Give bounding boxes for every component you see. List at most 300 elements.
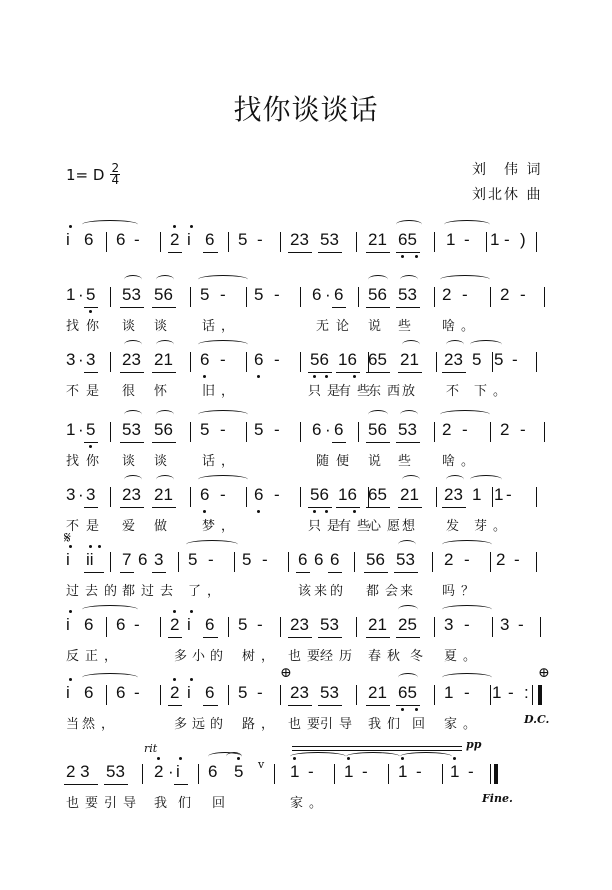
underline-beam <box>203 252 218 253</box>
lyric-word: 该 <box>298 584 318 599</box>
lyric-word: 有些 <box>338 384 377 399</box>
barline <box>110 422 111 442</box>
dash-note: - <box>504 230 510 249</box>
note: 6 <box>254 485 264 504</box>
barline <box>288 552 289 572</box>
barline <box>246 287 247 307</box>
note: 23 <box>444 350 463 369</box>
lyric-word: 回 <box>212 796 232 811</box>
note: 6 <box>314 550 324 569</box>
dash-note: - <box>134 615 140 634</box>
lyric-word: 的 <box>330 584 350 599</box>
lyric-word: 当 <box>66 717 86 732</box>
slur-arc <box>226 752 242 761</box>
barline <box>490 764 491 784</box>
barline <box>490 552 491 572</box>
underline-beam <box>396 252 420 253</box>
note: 6 <box>84 615 94 634</box>
dc-marking: D.C. <box>524 713 550 726</box>
underline-beam <box>152 572 166 573</box>
score-line <box>62 485 562 545</box>
lyric-word: 随 <box>316 454 336 469</box>
lyric-word: 怀 <box>154 384 174 399</box>
barline <box>490 287 491 307</box>
note: · <box>78 420 84 439</box>
note: 1 <box>290 762 300 781</box>
slur-arc <box>198 410 248 419</box>
dash-note: - <box>514 550 520 569</box>
underline-beam <box>84 572 104 573</box>
note: 21 <box>368 230 387 249</box>
slur-arc <box>124 410 142 419</box>
barline <box>544 422 545 442</box>
lyric-word: 都会 <box>366 584 405 599</box>
underline-beam <box>336 372 360 373</box>
note: · <box>78 485 84 504</box>
note: 1 <box>398 762 408 781</box>
barline <box>354 552 355 572</box>
note: 53 <box>320 615 339 634</box>
slur-arc <box>440 275 490 284</box>
underline-beam <box>152 442 176 443</box>
lyric-word: 们 <box>178 796 198 811</box>
note: 65 <box>398 230 417 249</box>
underline-beam <box>64 784 98 785</box>
note: 21 <box>368 615 387 634</box>
lyricist: 刘 伟 词 <box>472 162 543 178</box>
note: 5 <box>238 683 248 702</box>
note: i <box>176 762 180 781</box>
barline <box>106 617 107 637</box>
dash-note: - <box>462 420 468 439</box>
note: 3 <box>66 350 76 369</box>
barline <box>540 617 541 637</box>
barline <box>536 487 537 507</box>
score-line <box>62 285 562 345</box>
lyric-word: 是 <box>86 384 106 399</box>
underline-beam <box>332 307 346 308</box>
note-row <box>62 762 562 786</box>
note: 65 <box>398 683 417 702</box>
note: ) <box>520 230 526 249</box>
dash-note: - <box>468 762 474 781</box>
barline <box>434 232 435 252</box>
octave-dot-below <box>257 375 260 378</box>
barline <box>536 352 537 372</box>
composer: 刘北休 曲 <box>472 187 543 203</box>
barline <box>190 352 191 372</box>
note: 3 <box>66 485 76 504</box>
note: · <box>168 762 174 781</box>
slur-arc <box>400 752 452 761</box>
slur-arc <box>398 540 416 549</box>
barline <box>228 617 229 637</box>
dash-note: - <box>274 420 280 439</box>
lyric-word: 谈 <box>154 319 174 334</box>
barline <box>544 287 545 307</box>
lyric-row <box>62 580 562 598</box>
note: i <box>66 615 70 634</box>
lyric-word: 些 <box>398 454 418 469</box>
barline <box>536 552 537 572</box>
slur-arc <box>398 605 418 614</box>
barline <box>442 764 443 784</box>
note: · <box>78 285 84 304</box>
note: 2 <box>500 285 510 304</box>
octave-dot-above <box>190 678 193 681</box>
note: · <box>325 420 331 439</box>
note: 56 <box>310 350 329 369</box>
dash-note: - <box>512 350 518 369</box>
note: 23 <box>290 615 309 634</box>
lyric-word: 下。 <box>474 384 513 399</box>
underline-beam <box>332 442 346 443</box>
barline <box>486 232 487 252</box>
barline <box>190 487 191 507</box>
underline-beam <box>318 705 342 706</box>
octave-dot-above <box>179 757 182 760</box>
dash-note: - <box>308 762 314 781</box>
barline <box>160 617 161 637</box>
dash-note: - <box>508 683 514 702</box>
underline-beam <box>174 784 188 785</box>
underline-beam <box>120 572 134 573</box>
lyric-word: 说 <box>368 454 388 469</box>
barline <box>110 287 111 307</box>
note: 53 <box>320 230 339 249</box>
octave-dot-above <box>157 757 160 760</box>
underline-beam <box>203 637 218 638</box>
dash-note: - <box>518 615 524 634</box>
note: 23 <box>444 485 463 504</box>
note-row <box>62 350 562 374</box>
note: 6 <box>312 285 322 304</box>
underline-beam <box>328 572 342 573</box>
slur-arc <box>396 220 422 229</box>
underline-beam <box>152 372 176 373</box>
lyric-word: 我们 <box>368 717 407 732</box>
octave-dot-below <box>313 510 316 513</box>
final-barline <box>538 685 542 705</box>
slur-arc <box>470 475 502 484</box>
octave-dot-below <box>325 510 328 513</box>
note: 56 <box>154 420 173 439</box>
underline-beam <box>366 442 390 443</box>
dash-note: - <box>220 485 226 504</box>
note: 6 <box>205 615 215 634</box>
note: 53 <box>106 762 125 781</box>
lyric-word: 说 <box>368 319 388 334</box>
note: 23 <box>290 683 309 702</box>
note: 23 <box>122 485 141 504</box>
note: 2 3 <box>66 762 90 781</box>
octave-dot-above <box>190 225 193 228</box>
slur-arc <box>368 410 388 419</box>
underline-beam <box>296 572 310 573</box>
note: : <box>524 683 529 702</box>
octave-dot-above <box>173 225 176 228</box>
lyric-word: 心愿 <box>368 519 407 534</box>
note: 3 <box>86 350 96 369</box>
note: 5 <box>188 550 198 569</box>
key-label: 1= D <box>66 165 105 184</box>
lyric-word: 多 <box>174 649 194 664</box>
dash-note: - <box>208 550 214 569</box>
lyric-word: 的 <box>210 649 230 664</box>
underline-beam <box>442 507 466 508</box>
note: 21 <box>400 350 419 369</box>
score-line <box>62 420 562 480</box>
lyric-word: 谈 <box>122 454 142 469</box>
underline-beam <box>84 307 98 308</box>
note: 5 <box>86 285 96 304</box>
lyric-word: 的 <box>210 717 230 732</box>
key-signature <box>66 163 120 186</box>
underline-beam <box>104 784 128 785</box>
barline <box>178 552 179 572</box>
note: 6 <box>200 350 210 369</box>
underline-beam <box>366 507 390 508</box>
underline-beam <box>152 307 176 308</box>
dash-note: - <box>220 350 226 369</box>
note: 1 <box>492 683 502 702</box>
octave-dot-below <box>313 375 316 378</box>
lyric-word: 不 <box>446 384 466 399</box>
note: 53 <box>396 550 415 569</box>
note: i <box>66 550 70 569</box>
barline <box>246 352 247 372</box>
dash-note: - <box>520 285 526 304</box>
lyric-word: 家。 <box>444 717 483 732</box>
lyric-word: 论 <box>336 319 356 334</box>
underline-beam <box>168 252 182 253</box>
lyric-word: 不 <box>66 519 86 534</box>
octave-dot-below <box>203 375 206 378</box>
note: 6 <box>205 683 215 702</box>
barline <box>334 764 335 784</box>
lyric-word: 啥。 <box>442 454 481 469</box>
note: 2 <box>154 762 164 781</box>
note: 6 <box>205 230 215 249</box>
lyric-word: 过去的 <box>66 584 124 599</box>
lyric-word: 有些 <box>338 519 377 534</box>
note: 6 <box>116 230 126 249</box>
note: 2 <box>170 230 180 249</box>
barline <box>160 232 161 252</box>
lyric-word: 夏。 <box>444 649 483 664</box>
note: 6 <box>84 683 94 702</box>
underline-beam <box>120 372 144 373</box>
note: 1 <box>472 485 482 504</box>
note-row <box>62 615 562 639</box>
note: 2 <box>170 683 180 702</box>
lyric-word: 树， <box>242 649 281 664</box>
slur-arc <box>156 275 174 284</box>
slur-arc <box>442 673 492 682</box>
dash-note: - <box>262 550 268 569</box>
octave-dot-below <box>415 255 418 258</box>
barline <box>110 352 111 372</box>
note: 6 <box>312 420 322 439</box>
song-title: 找你谈谈话 <box>233 93 379 126</box>
barline <box>532 685 533 705</box>
barline <box>436 487 437 507</box>
note-row <box>62 230 562 254</box>
underline-beam <box>336 507 360 508</box>
octave-dot-above <box>69 610 72 613</box>
lyric-row <box>62 315 562 333</box>
note: 65 <box>368 350 387 369</box>
lyric-word: 也要 <box>288 717 327 732</box>
underline-beam <box>84 372 98 373</box>
note: 1 <box>490 230 500 249</box>
note: 3 <box>154 550 164 569</box>
note: 5 <box>234 762 244 781</box>
underline-beam <box>364 572 388 573</box>
octave-dot-below <box>353 375 356 378</box>
note: 2 <box>442 420 452 439</box>
octave-dot-below <box>89 310 92 313</box>
underline-beam <box>120 507 144 508</box>
note: 5 <box>86 420 96 439</box>
barline <box>106 232 107 252</box>
note: 6 <box>330 550 340 569</box>
note: 6 <box>298 550 308 569</box>
octave-dot-above <box>453 757 456 760</box>
coda-icon: ⊕ <box>538 665 550 681</box>
slur-arc <box>470 340 502 349</box>
barline <box>536 232 537 252</box>
note-row <box>62 485 562 509</box>
slur-arc <box>82 605 138 614</box>
lyric-word: 反正， <box>66 649 124 664</box>
note: · <box>78 350 84 369</box>
lyric-word: 引导 <box>320 717 359 732</box>
slur-arc <box>446 475 464 484</box>
note: i <box>187 683 191 702</box>
barline <box>246 487 247 507</box>
lyric-word: 是 <box>86 519 106 534</box>
underline-beam <box>203 705 218 706</box>
slur-arc <box>402 475 420 484</box>
lyric-word: 冬 <box>410 649 430 664</box>
note: i <box>66 230 70 249</box>
lyric-word: 多 <box>174 717 194 732</box>
barline <box>274 764 275 784</box>
barline <box>300 287 301 307</box>
lyric-word: 我 <box>154 796 174 811</box>
octave-dot-below <box>257 510 260 513</box>
lyric-word: 路， <box>242 717 281 732</box>
lyric-row <box>62 713 562 731</box>
note: 53 <box>122 285 141 304</box>
note: 1 <box>66 285 76 304</box>
underline-beam <box>288 252 312 253</box>
underline-beam <box>396 637 420 638</box>
note: ii <box>86 550 94 569</box>
octave-dot-above <box>173 678 176 681</box>
barline <box>358 422 359 442</box>
underline-beam <box>84 507 98 508</box>
barline <box>110 552 111 572</box>
underline-beam <box>308 372 332 373</box>
lyric-word: 无 <box>316 319 336 334</box>
barline <box>436 352 437 372</box>
breath-mark: v <box>258 758 265 771</box>
dash-note: - <box>362 762 368 781</box>
note: 5 <box>254 420 264 439</box>
lyric-word: 不 <box>66 384 86 399</box>
note: 21 <box>368 683 387 702</box>
slur-arc <box>368 275 388 284</box>
note: 56 <box>366 550 385 569</box>
note: 2 <box>442 285 452 304</box>
barline <box>106 685 107 705</box>
dash-note: - <box>520 420 526 439</box>
barline <box>490 685 491 705</box>
note: 56 <box>368 420 387 439</box>
note: 21 <box>154 485 173 504</box>
underline-beam <box>168 705 182 706</box>
lyric-word: 春秋 <box>368 649 407 664</box>
dash-note: - <box>464 615 470 634</box>
note-row <box>62 285 562 309</box>
dash-note: - <box>220 285 226 304</box>
underline-beam <box>366 252 390 253</box>
note: 2 <box>500 420 510 439</box>
slur-arc <box>186 540 238 549</box>
note: 7 <box>122 550 132 569</box>
underline-beam <box>366 705 390 706</box>
barline <box>300 422 301 442</box>
barline <box>434 617 435 637</box>
note: 1 <box>450 762 460 781</box>
lyric-word: 也要 <box>288 649 327 664</box>
octave-dot-below <box>401 255 404 258</box>
note: 21 <box>400 485 419 504</box>
lyric-word: 梦， <box>202 519 241 534</box>
octave-dot-below <box>89 445 92 448</box>
lyric-row <box>62 645 562 663</box>
lyric-word: 做 <box>154 519 174 534</box>
underline-beam <box>366 372 390 373</box>
lyric-word: 只是 <box>308 519 347 534</box>
dash-note: - <box>257 230 263 249</box>
barline <box>160 685 161 705</box>
note: 2 <box>496 550 506 569</box>
note: 1 <box>66 420 76 439</box>
decrescendo-hairpin <box>292 746 462 751</box>
note: 2 <box>170 615 180 634</box>
note: 6 <box>200 485 210 504</box>
octave-dot-above <box>69 225 72 228</box>
slur-arc <box>444 220 490 229</box>
segno-icon: 𝄋 <box>64 528 71 547</box>
slur-arc <box>156 475 174 484</box>
slur-arc <box>124 340 142 349</box>
lyric-word: 芽。 <box>474 519 513 534</box>
barline <box>492 487 493 507</box>
note: 5 <box>200 285 210 304</box>
barline <box>246 422 247 442</box>
dash-note: - <box>134 230 140 249</box>
note: · <box>325 285 331 304</box>
barline <box>434 287 435 307</box>
barline <box>356 232 357 252</box>
underline-beam <box>318 637 342 638</box>
note: 6 <box>138 550 148 569</box>
note: 6 <box>334 285 344 304</box>
